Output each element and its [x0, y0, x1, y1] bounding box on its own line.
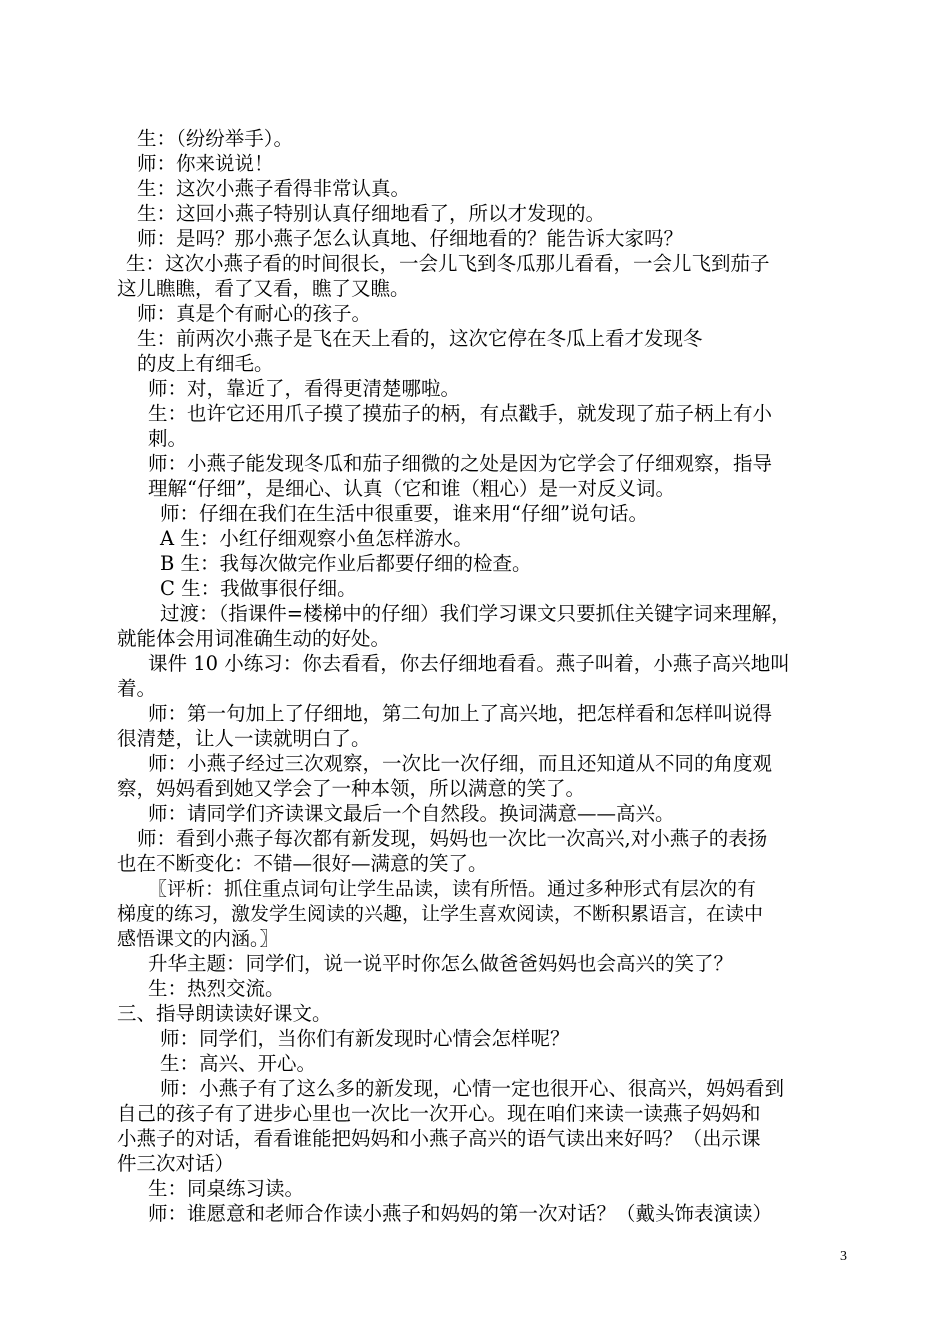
text-line: 师：小燕子有了这么多的新发现，心情一定也很开心、很高兴，妈妈看到: [160, 1077, 785, 1100]
text-line: 自己的孩子有了进步心里也一次比一次开心。现在咱们来读一读燕子妈妈和: [117, 1102, 761, 1125]
text-line: 就能体会用词准确生动的好处。: [117, 627, 391, 650]
text-line: 师：看到小燕子每次都有新发现，妈妈也一次比一次高兴,对小燕子的表扬: [137, 827, 768, 850]
text-line: 很清楚，让人一读就明白了。: [117, 727, 371, 750]
page-number: 3: [840, 1249, 847, 1264]
text-line: 生：同桌练习读。: [148, 1177, 305, 1200]
text-line: 生：（纷纷举手）。: [137, 127, 294, 150]
comment-line: 〖评析：抓住重点词句让学生品读，读有所悟。通过多种形式有层次的有: [148, 878, 757, 900]
comment-line: 感悟课文的内涵。〗: [117, 928, 279, 950]
text-line: 的皮上有细毛。: [137, 352, 274, 375]
text-line: A 生：小红仔细观察小鱼怎样游水。: [160, 527, 473, 550]
text-line: 课件 10 小练习：你去看看，你去仔细地看看。燕子叫着，小燕子高兴地叫: [148, 652, 790, 675]
text-line: B 生：我每次做完作业后都要仔细的检查。: [160, 552, 532, 575]
text-line: 生：热烈交流。: [148, 977, 285, 1000]
text-line: C 生：我做事很仔细。: [160, 577, 357, 600]
text-line: 生：前两次小燕子是飞在天上看的，这次它停在冬瓜上看才发现冬: [137, 327, 703, 350]
text-line: 师：小燕子能发现冬瓜和茄子细微的之处是因为它学会了仔细观察，指导: [148, 452, 773, 475]
text-line: 生：这回小燕子特别认真仔细地看了，所以才发现的。: [137, 202, 606, 225]
text-line: 师：小燕子经过三次观察，一次比一次仔细，而且还知道从不同的角度观: [148, 752, 773, 775]
text-line: 小燕子的对话，看看谁能把妈妈和小燕子高兴的语气读出来好吗？（出示课: [117, 1127, 761, 1150]
section-heading: 三、指导朗读读好课文。: [117, 1002, 332, 1025]
text-line: 刺。: [148, 427, 188, 450]
text-line: 理解“仔细”，是细心、认真（它和谁（粗心）是一对反义词。: [148, 477, 675, 500]
text-line: 也在不断变化：不错—很好—满意的笑了。: [117, 852, 488, 875]
text-line: 师：第一句加上了仔细地，第二句加上了高兴地，把怎样看和怎样叫说得: [148, 702, 773, 725]
text-line: 师：对，靠近了，看得更清楚哪啦。: [148, 377, 461, 400]
comment-line: 梯度的练习，激发学生阅读的兴趣，让学生喜欢阅读，不断积累语言，在读中: [117, 903, 764, 925]
text-line: 这儿瞧瞧，看了又看，瞧了又瞧。: [117, 277, 410, 300]
text-line: 升华主题：同学们，说一说平时你怎么做爸爸妈妈也会高兴的笑了？: [148, 952, 734, 975]
text-line: 师：请同学们齐读课文最后一个自然段。换词满意——高兴。: [148, 802, 675, 825]
text-line: 过渡：（指课件=楼梯中的仔细）我们学习课文只要抓住关键字词来理解，: [160, 602, 791, 625]
text-line: 师：是吗？那小燕子怎么认真地、仔细地看的？能告诉大家吗？: [137, 227, 684, 250]
text-line: 着。: [117, 677, 157, 700]
text-line: 件三次对话）: [117, 1152, 235, 1175]
text-line: 师：同学们，当你们有新发现时心情会怎样呢？: [160, 1027, 570, 1050]
text-line: 生：高兴、开心。: [160, 1052, 317, 1075]
text-line: 察，妈妈看到她又学会了一种本领，所以满意的笑了。: [117, 777, 586, 800]
text-line: 师：真是个有耐心的孩子。: [137, 302, 372, 325]
text-line: 师：谁愿意和老师合作读小燕子和妈妈的第一次对话？（戴头饰表演读）: [148, 1202, 773, 1225]
text-line: 师：仔细在我们在生活中很重要，谁来用“仔细”说句话。: [160, 502, 648, 525]
text-line: 生：这次小燕子看得非常认真。: [137, 177, 411, 200]
text-line: 师：你来说说！: [137, 152, 274, 175]
text-line: 生：也许它还用爪子摸了摸茄子的柄，有点戳手，就发现了茄子柄上有小: [148, 402, 773, 425]
text-line: 生：这次小燕子看的时间很长，一会儿飞到冬瓜那儿看看，一会儿飞到茄子: [126, 252, 770, 275]
